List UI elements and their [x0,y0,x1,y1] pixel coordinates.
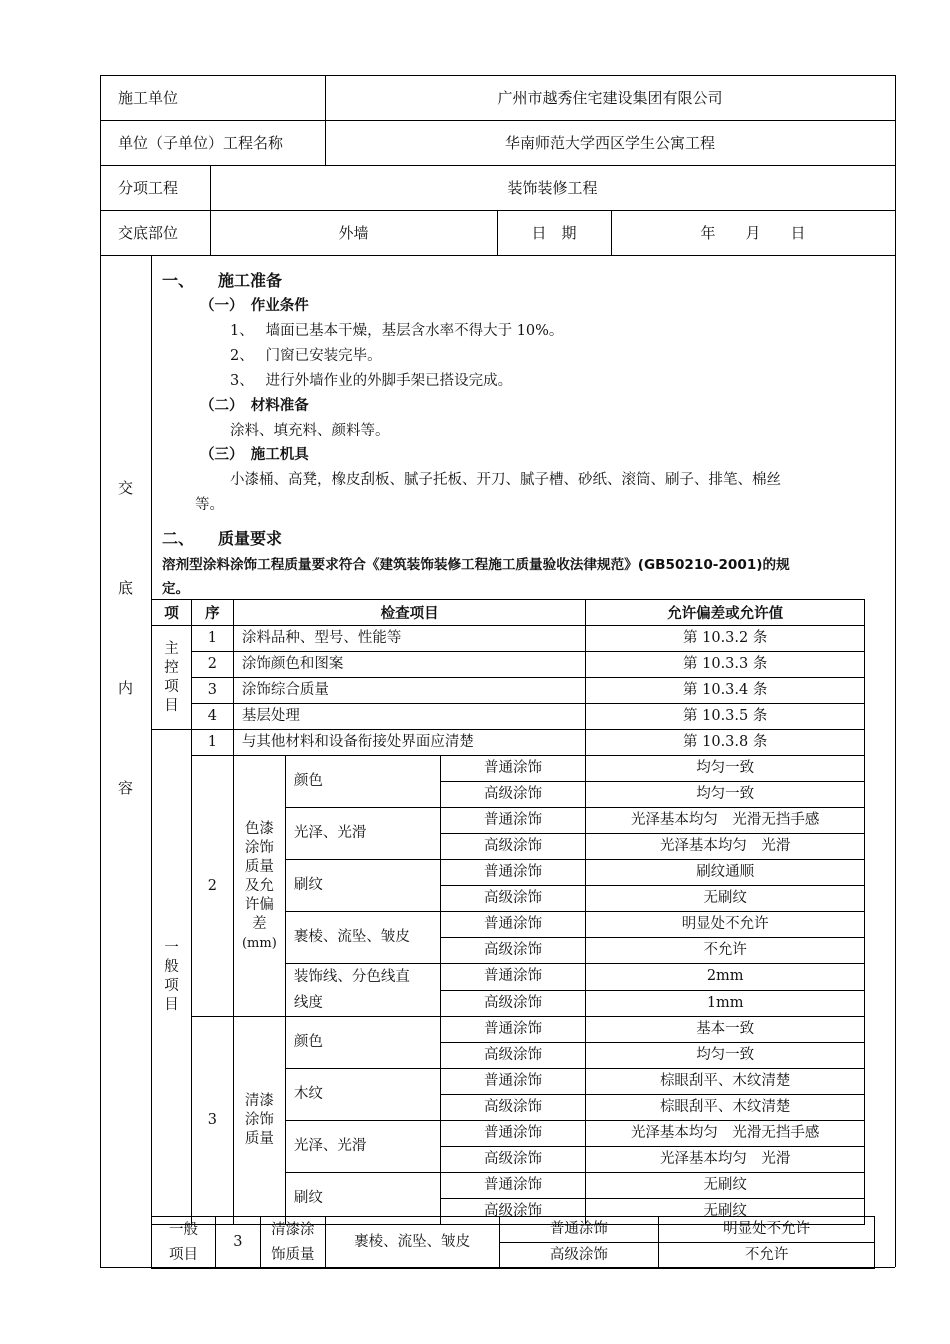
allowed-value: 1mm [586,990,865,1017]
row-no: 3 [191,1017,233,1225]
sub-item: 裹棱、流坠、皱皮 [325,1217,499,1269]
date-label: 日 期 [531,224,577,242]
section-1-2-title: （二） 材料准备 [200,398,309,414]
quality-table [151,599,865,1225]
header-cell: 检查项目 [233,600,586,626]
grade: 高级涂饰 [440,1043,586,1069]
allowed-value: 无刷纹 [586,886,865,912]
row-no: 2 [191,652,233,678]
side-label-4: 容 [118,779,134,797]
header-cell: 项 [152,600,192,626]
sub-item: 光泽、光滑 [285,1121,440,1173]
header-cell: 允许偏差或允许值 [586,600,865,626]
allowed-value: 无刷纹 [586,1173,865,1199]
grade: 普通涂饰 [440,1017,586,1043]
allowed-value: 基本一致 [586,1017,865,1043]
allowed-value: 2mm [586,964,865,991]
allowed-value: 第 10.3.8 条 [586,730,865,756]
project-label: 单位（子单位）工程名称 [118,134,284,152]
side-label-1: 交 [118,479,134,497]
grade: 普通涂饰 [440,1173,586,1199]
sub-item: 刷纹 [285,1173,440,1225]
allowed-value: 光泽基本均匀 光滑 [586,1147,865,1173]
row-no: 1 [191,626,233,652]
allowed-value: 棕眼刮平、木纹清楚 [586,1069,865,1095]
sub-item: 木纹 [285,1069,440,1121]
quality-text-2: 定。 [162,581,190,597]
section-1-1-title: （一） 作业条件 [200,298,309,314]
grade: 高级涂饰 [440,938,586,964]
continuation-table [151,1216,875,1269]
sub-item: 装饰线、分色线直 线度 [285,964,440,1017]
sub-item: 颜色 [285,756,440,808]
allowed-value: 不允许 [586,938,865,964]
color-paint-label: 色漆 涂饰 质量 及允 许偏 差 (mm) [233,756,285,1017]
subitem-label: 分项工程 [118,179,179,197]
tools-text-2: 等。 [195,497,224,513]
sub-item: 刷纹 [285,860,440,912]
row-no: 2 [191,756,233,1017]
unit-value: 广州市越秀住宅建设集团有限公司 [497,89,723,107]
allowed-value: 不允许 [659,1243,875,1269]
allowed-value: 光泽基本均匀 光滑无挡手感 [586,808,865,834]
grade: 普通涂饰 [440,964,586,991]
frame-right [895,75,896,1267]
varnish-label-cont: 清漆涂 饰质量 [260,1217,325,1269]
check-item: 涂饰综合质量 [233,678,586,704]
materials-text: 涂料、填充料、颜料等。 [230,423,390,439]
quality-text: 溶剂型涂料涂饰工程质量要求符合《建筑装饰装修工程施工质量验收法律规范》(GB50210-2001)的规 [162,557,790,573]
unit-label: 施工单位 [118,89,179,107]
allowed-value: 无刷纹 [586,1199,865,1225]
side-label-2: 底 [118,579,134,597]
allowed-value: 均匀一致 [586,1043,865,1069]
allowed-value: 棕眼刮平、木纹清楚 [586,1095,865,1121]
allowed-value: 明显处不允许 [659,1217,875,1243]
row-no: 3 [191,678,233,704]
row-line-4 [100,255,895,256]
allowed-value: 均匀一致 [586,756,865,782]
grade: 普通涂饰 [440,860,586,886]
part-value: 外墙 [338,224,369,242]
row-no: 1 [191,730,233,756]
check-item: 与其他材料和设备衔接处界面应清楚 [233,730,586,756]
allowed-value: 第 10.3.5 条 [586,704,865,730]
allowed-value: 均匀一致 [586,782,865,808]
grade: 普通涂饰 [499,1217,659,1243]
allowed-value: 第 10.3.2 条 [586,626,865,652]
check-item: 涂饰颜色和图案 [233,652,586,678]
grade: 高级涂饰 [440,1147,586,1173]
grade: 普通涂饰 [440,756,586,782]
grade: 高级涂饰 [499,1243,659,1269]
subitem-value: 装饰装修工程 [507,179,598,197]
grade: 高级涂饰 [440,1095,586,1121]
list-item: 2、 门窗已安装完毕。 [230,348,382,364]
grade: 普通涂饰 [440,808,586,834]
part-label: 交底部位 [118,224,179,242]
grade: 高级涂饰 [440,990,586,1017]
header-cell: 序 [191,600,233,626]
general-item-label-cont: 一般 项目 [152,1217,216,1269]
check-item: 基层处理 [233,704,586,730]
grade: 普通涂饰 [440,1121,586,1147]
tools-text: 小漆桶、高凳，橡皮刮板、腻子托板、开刀、腻子槽、砂纸、滚筒、刷子、排笔、棉丝 [230,472,781,488]
varnish-label: 清漆 涂饰 质量 [233,1017,285,1225]
allowed-value: 刷纹通顺 [586,860,865,886]
allowed-value: 第 10.3.3 条 [586,652,865,678]
project-value: 华南师范大学西区学生公寓工程 [504,134,715,152]
sub-item: 裹棱、流坠、皱皮 [285,912,440,964]
grade: 普通涂饰 [440,912,586,938]
side-label-3: 内 [118,679,134,697]
list-item: 3、 进行外墙作业的外脚手架已搭设完成。 [230,373,513,389]
list-item: 1、 墙面已基本干燥，基层含水率不得大于 10%。 [230,323,564,339]
allowed-value: 第 10.3.4 条 [586,678,865,704]
section-1-title: 一、 施工准备 [162,271,283,290]
allowed-value: 明显处不允许 [586,912,865,938]
sub-item: 光泽、光滑 [285,808,440,860]
row-no: 4 [191,704,233,730]
grade: 普通涂饰 [440,1069,586,1095]
section-1-3-title: （三） 施工机具 [200,447,309,463]
check-item: 涂料品种、型号、性能等 [233,626,586,652]
date-value: 年 月 日 [700,224,806,242]
section-2-title: 二、 质量要求 [162,529,283,548]
main-control-label: 主 控 项 目 [152,626,192,730]
grade: 高级涂饰 [440,834,586,860]
grade: 高级涂饰 [440,1199,586,1225]
grade: 高级涂饰 [440,782,586,808]
allowed-value: 光泽基本均匀 光滑无挡手感 [586,1121,865,1147]
allowed-value: 光泽基本均匀 光滑 [586,834,865,860]
grade: 高级涂饰 [440,886,586,912]
row-no: 3 [215,1217,260,1269]
general-item-label: 一 般 项 目 [152,730,192,1225]
sub-item: 颜色 [285,1017,440,1069]
